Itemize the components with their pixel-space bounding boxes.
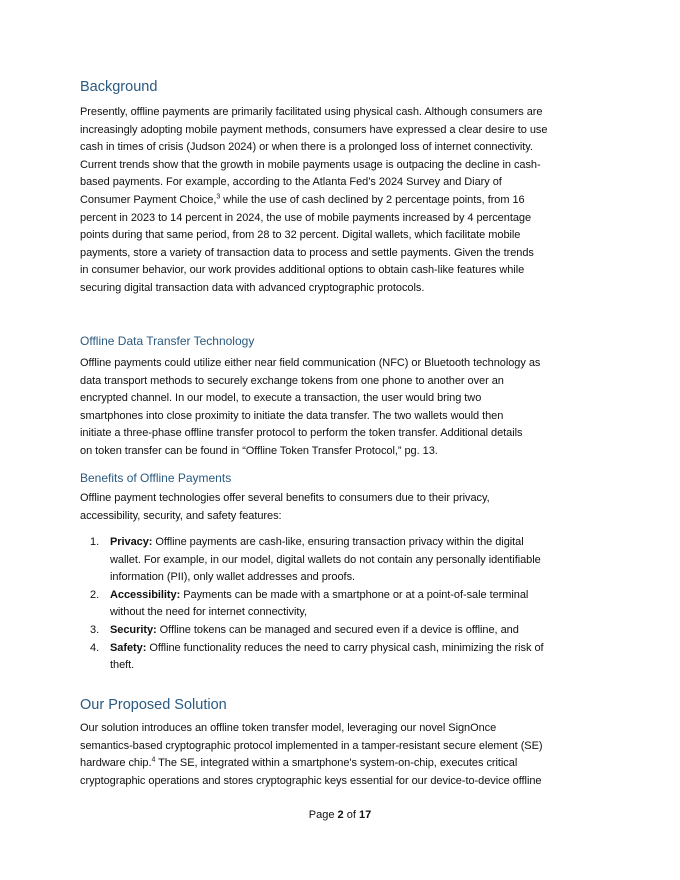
text: Offline functionality reduces the need to carry physical cash, minimizing the risk of: [146, 641, 544, 654]
text: Offline payments are cash-like, ensuring transaction privacy within the digital: [152, 536, 524, 548]
text-line: semantics-based cryptographic protocol implemented in a tamper-resistant secure element (SE): [80, 739, 543, 752]
text-line: payments, store a variety of transaction data to process and settle payments. Given the trends: [80, 246, 534, 259]
section-heading-benefits: Benefits of Offline Payments: [80, 471, 232, 485]
text: hardware chip.: [80, 757, 152, 770]
list-number: 3.: [90, 623, 100, 636]
text-line: information (PII), only wallet addresses and proofs.: [110, 571, 356, 584]
list-item-accessibility: [80, 587, 620, 622]
text: while the use of cash declined by 2 percentage points, from 16: [220, 193, 525, 206]
text-line: based payments. For example, according to the Atlanta Fed’s 2024 Survey and Diary of: [80, 176, 502, 189]
text-line: initiate a three-phase offline transfer protocol to perform the token transfer. Additional details: [80, 427, 523, 440]
section-heading-background: Background: [80, 79, 158, 95]
background-paragraph: [80, 104, 620, 298]
list-number: 4.: [90, 641, 100, 654]
text: Offline tokens can be managed and secured even if a device is offline, and: [156, 623, 519, 636]
text-line: points during that same period, from 28 to 32 percent. Digital wallets, which facilitate mobile: [80, 229, 521, 242]
text-line: Offline payment technologies offer several benefits to consumers due to their privacy,: [80, 492, 490, 504]
text-line: Our solution introduces an offline token transfer model, leveraging our novel SignOnce: [80, 722, 497, 734]
section-heading-solution: Our Proposed Solution: [80, 697, 227, 713]
term: Accessibility:: [110, 588, 181, 601]
list-number: 1.: [90, 536, 100, 548]
text-line: accessibility, security, and safety features:: [80, 509, 282, 522]
current-page: 2: [337, 809, 344, 821]
total-pages: 17: [358, 809, 372, 821]
term: Safety:: [110, 641, 147, 654]
text-line: on token transfer can be found in “Offline Token Transfer Protocol,” pg. 13.: [80, 444, 438, 457]
text-line: data transport methods to securely exchange tokens from one phone to another over an: [80, 374, 504, 387]
text-line: [110, 587, 620, 605]
text-line: [80, 755, 620, 773]
page-of: of: [343, 809, 359, 821]
text-line: smartphones into close proximity to initiate the data transfer. The two wallets would then: [80, 409, 504, 422]
text-line: increasingly adopting mobile payment methods, consumers have expressed a clear desire to use: [80, 123, 548, 136]
solution-paragraph: [80, 720, 620, 790]
offline-transfer-paragraph: [80, 355, 620, 461]
text-line: Current trends show that the growth in mobile payments usage is outpacing the decline in cash-: [80, 158, 541, 171]
text-line: encrypted channel. In our model, to execute a transaction, the user would bring two: [80, 392, 482, 405]
term: Privacy:: [110, 536, 153, 548]
text: Consumer Payment Choice,: [80, 193, 217, 206]
text-line: [110, 534, 620, 552]
text: The SE, integrated within a smartphone's system-on-chip, executes critical: [155, 757, 518, 770]
list-item-safety: [80, 640, 620, 675]
text-line: [110, 640, 620, 658]
text-line: [80, 192, 620, 210]
footnote-ref[interactable]: 3: [216, 193, 221, 201]
text-line: [110, 622, 620, 640]
text-line: cash in times of crisis (Judson 2024) or when there is a prolonged loss of internet connectivity.: [80, 141, 533, 154]
page-label: Page: [308, 809, 338, 821]
text-line: theft.: [110, 659, 135, 672]
term: Security:: [110, 623, 157, 636]
list-number: 2.: [90, 588, 100, 601]
text-line: cryptographic operations and stores cryptographic keys essential for our device-to-device offline: [80, 774, 542, 787]
text: Payments can be made with a smartphone or at a point-of-sale terminal: [180, 588, 529, 601]
text-line: wallet. For example, in our model, digital wallets do not contain any personally identifiable: [110, 553, 541, 566]
text-line: without the need for internet connectivity,: [110, 606, 307, 619]
page-footer: [0, 809, 680, 821]
list-item-privacy: [80, 534, 620, 587]
text-line: percent in 2023 to 14 percent in 2024, the use of mobile payments increased by 4 percentage: [80, 211, 532, 224]
text-line: securing digital transaction data with advanced cryptographic protocols.: [80, 281, 425, 294]
footnote-ref[interactable]: 4: [151, 756, 156, 764]
benefits-paragraph: [80, 490, 620, 525]
list-item-security: [80, 622, 620, 640]
text-line: in consumer behavior, our work provides additional options to obtain cash-like features while: [80, 264, 525, 277]
benefits-list: [80, 534, 620, 675]
text-line: Presently, offline payments are primarily facilitated using physical cash. Although consumers are: [80, 106, 543, 118]
text-line: Offline payments could utilize either near field communication (NFC) or Bluetooth technology as: [80, 357, 541, 369]
section-heading-offline-transfer: Offline Data Transfer Technology: [80, 334, 255, 348]
